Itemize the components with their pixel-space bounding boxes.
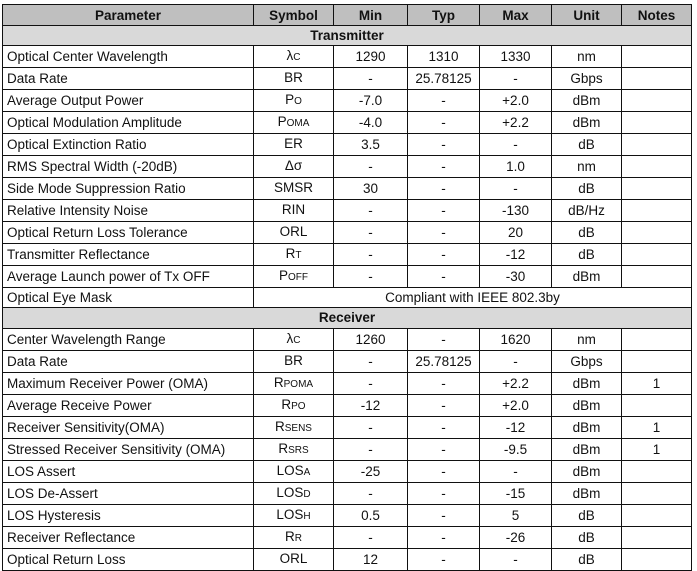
notes-cell: [622, 526, 692, 548]
notes-cell: [622, 266, 692, 288]
max-cell: -30: [480, 266, 552, 288]
min-cell: -: [334, 416, 408, 438]
max-cell: -12: [480, 244, 552, 266]
typ-cell: -: [408, 394, 480, 416]
notes-cell: [622, 328, 692, 350]
max-cell: 20: [480, 222, 552, 244]
table-row: [3, 372, 692, 394]
symbol-cell: [254, 244, 334, 266]
parameter-cell: Receiver Sensitivity(OMA): [3, 416, 254, 438]
notes-cell: [622, 68, 692, 90]
notes-cell: 1: [622, 416, 692, 438]
symbol-cell: [254, 178, 334, 200]
notes-cell: [622, 394, 692, 416]
min-cell: -: [334, 156, 408, 178]
symbol-cell: [254, 156, 334, 178]
symbol-cell: [254, 200, 334, 222]
unit-cell: Gbps: [552, 350, 622, 372]
symbol-main: ORL: [279, 224, 308, 240]
unit-cell: nm: [552, 156, 622, 178]
min-cell: -: [334, 68, 408, 90]
unit-cell: dBm: [552, 438, 622, 460]
unit-cell: dBm: [552, 460, 622, 482]
table-row: [3, 134, 692, 156]
symbol-cell: [254, 460, 334, 482]
symbol-subscript: C: [293, 52, 301, 64]
header-parameter: Parameter: [3, 5, 254, 26]
symbol-cell: [254, 46, 334, 68]
symbol-cell: [254, 438, 334, 460]
notes-cell: 1: [622, 372, 692, 394]
symbol-subscript: R: [294, 532, 302, 544]
typ-cell: -: [408, 266, 480, 288]
parameter-cell: Optical Return Loss: [3, 548, 254, 570]
symbol-cell: [254, 548, 334, 570]
typ-cell: -: [408, 134, 480, 156]
symbol-subscript: SENS: [284, 422, 312, 434]
max-cell: +2.2: [480, 372, 552, 394]
symbol-main: LOS: [276, 462, 304, 478]
unit-cell: dB: [552, 526, 622, 548]
notes-cell: [622, 90, 692, 112]
symbol-main: P: [277, 114, 287, 130]
notes-cell: [622, 350, 692, 372]
section-title: Receiver: [3, 308, 692, 328]
symbol-cell: [254, 134, 334, 156]
notes-cell: [622, 156, 692, 178]
min-cell: 1260: [334, 328, 408, 350]
unit-cell: nm: [552, 46, 622, 68]
header-unit: Unit: [552, 5, 622, 26]
specification-table: [2, 4, 692, 571]
table-row: [3, 350, 692, 372]
parameter-cell: Center Wavelength Range: [3, 328, 254, 350]
symbol-main: ORL: [279, 550, 308, 566]
table-row: [3, 328, 692, 350]
table-row: [3, 526, 692, 548]
symbol-main: R: [278, 440, 289, 456]
notes-cell: 1: [622, 438, 692, 460]
symbol-cell: [254, 504, 334, 526]
symbol-subscript: POMA: [283, 378, 314, 390]
parameter-cell: Optical Extinction Ratio: [3, 134, 254, 156]
parameter-cell: Stressed Receiver Sensitivity (OMA): [3, 438, 254, 460]
symbol-main: Δσ: [284, 158, 303, 174]
parameter-cell: LOS Hysteresis: [3, 504, 254, 526]
symbol-cell: [254, 266, 334, 288]
min-cell: -7.0: [334, 90, 408, 112]
table-row: [3, 288, 692, 308]
typ-cell: -: [408, 244, 480, 266]
min-cell: 12: [334, 548, 408, 570]
min-cell: 0.5: [334, 504, 408, 526]
merged-value-cell: Compliant with IEEE 802.3by: [254, 288, 692, 308]
max-cell: -: [480, 350, 552, 372]
max-cell: 1330: [480, 46, 552, 68]
notes-cell: [622, 112, 692, 134]
max-cell: +2.0: [480, 90, 552, 112]
min-cell: -4.0: [334, 112, 408, 134]
symbol-main: RIN: [281, 202, 306, 218]
min-cell: -25: [334, 460, 408, 482]
table-row: [3, 394, 692, 416]
section-header-row: [3, 26, 692, 46]
typ-cell: -: [408, 112, 480, 134]
symbol-main: BR: [284, 352, 303, 368]
parameter-cell: Average Output Power: [3, 90, 254, 112]
symbol-main: P: [278, 268, 288, 284]
parameter-cell: Optical Center Wavelength: [3, 46, 254, 68]
max-cell: -15: [480, 482, 552, 504]
section-header-row: [3, 308, 692, 328]
max-cell: +2.2: [480, 112, 552, 134]
symbol-subscript: PO: [291, 400, 306, 412]
typ-cell: -: [408, 438, 480, 460]
symbol-main: R: [285, 246, 296, 262]
symbol-cell: [254, 372, 334, 394]
notes-cell: [622, 46, 692, 68]
notes-cell: [622, 482, 692, 504]
min-cell: 1290: [334, 46, 408, 68]
unit-cell: Gbps: [552, 68, 622, 90]
typ-cell: -: [408, 482, 480, 504]
typ-cell: -: [408, 222, 480, 244]
symbol-subscript: T: [295, 250, 302, 262]
symbol-cell: [254, 482, 334, 504]
notes-cell: [622, 504, 692, 526]
notes-cell: [622, 178, 692, 200]
unit-cell: dBm: [552, 482, 622, 504]
symbol-subscript: D: [303, 488, 311, 500]
notes-cell: [622, 222, 692, 244]
min-cell: -: [334, 438, 408, 460]
table-row: [3, 482, 692, 504]
unit-cell: dB: [552, 244, 622, 266]
unit-cell: dB: [552, 178, 622, 200]
max-cell: 5: [480, 504, 552, 526]
parameter-cell: Maximum Receiver Power (OMA): [3, 372, 254, 394]
min-cell: -: [334, 526, 408, 548]
min-cell: -: [334, 222, 408, 244]
unit-cell: nm: [552, 328, 622, 350]
parameter-cell: Receiver Reflectance: [3, 526, 254, 548]
notes-cell: [622, 200, 692, 222]
min-cell: 30: [334, 178, 408, 200]
symbol-main: R: [275, 418, 285, 434]
symbol-cell: [254, 90, 334, 112]
parameter-cell: Data Rate: [3, 350, 254, 372]
symbol-subscript: OMA: [286, 118, 310, 130]
max-cell: 1620: [480, 328, 552, 350]
max-cell: -26: [480, 526, 552, 548]
max-cell: -12: [480, 416, 552, 438]
symbol-subscript: O: [294, 96, 302, 108]
unit-cell: dBm: [552, 112, 622, 134]
min-cell: 3.5: [334, 134, 408, 156]
symbol-cell: [254, 68, 334, 90]
typ-cell: -: [408, 416, 480, 438]
min-cell: -: [334, 200, 408, 222]
symbol-main: λ: [286, 48, 294, 64]
typ-cell: -: [408, 328, 480, 350]
symbol-subscript: A: [303, 466, 311, 478]
table-row: [3, 90, 692, 112]
table-row: [3, 438, 692, 460]
table-row: [3, 156, 692, 178]
symbol-cell: [254, 526, 334, 548]
parameter-cell: Transmitter Reflectance: [3, 244, 254, 266]
table-row: [3, 460, 692, 482]
unit-cell: dBm: [552, 266, 622, 288]
symbol-cell: [254, 112, 334, 134]
symbol-main: SMSR: [273, 180, 313, 196]
typ-cell: -: [408, 200, 480, 222]
parameter-cell: LOS De-Assert: [3, 482, 254, 504]
symbol-main: LOS: [276, 506, 304, 522]
header-typ: Typ: [408, 5, 480, 26]
table-row: [3, 46, 692, 68]
table-row: [3, 200, 692, 222]
max-cell: -: [480, 68, 552, 90]
symbol-cell: [254, 416, 334, 438]
table-body: [3, 26, 692, 571]
typ-cell: -: [408, 178, 480, 200]
typ-cell: -: [408, 90, 480, 112]
parameter-cell: Optical Return Loss Tolerance: [3, 222, 254, 244]
parameter-cell: Average Receive Power: [3, 394, 254, 416]
typ-cell: -: [408, 460, 480, 482]
symbol-cell: [254, 328, 334, 350]
unit-cell: dB/Hz: [552, 200, 622, 222]
typ-cell: -: [408, 526, 480, 548]
min-cell: -: [334, 350, 408, 372]
max-cell: -: [480, 134, 552, 156]
parameter-cell: LOS Assert: [3, 460, 254, 482]
unit-cell: dB: [552, 134, 622, 156]
unit-cell: dBm: [552, 372, 622, 394]
header-symbol: Symbol: [254, 5, 334, 26]
typ-cell: -: [408, 372, 480, 394]
parameter-cell: Side Mode Suppression Ratio: [3, 178, 254, 200]
unit-cell: dBm: [552, 90, 622, 112]
symbol-main: R: [281, 396, 292, 412]
min-cell: -: [334, 244, 408, 266]
symbol-main: BR: [284, 70, 303, 86]
table-row: [3, 112, 692, 134]
section-title: Transmitter: [3, 26, 692, 46]
max-cell: -: [480, 178, 552, 200]
typ-cell: 1310: [408, 46, 480, 68]
header-max: Max: [480, 5, 552, 26]
symbol-cell: [254, 394, 334, 416]
symbol-subscript: H: [303, 510, 311, 522]
notes-cell: [622, 244, 692, 266]
notes-cell: [622, 460, 692, 482]
symbol-main: R: [285, 528, 295, 544]
parameter-cell: Average Launch power of Tx OFF: [3, 266, 254, 288]
symbol-main: P: [285, 92, 295, 108]
parameter-cell: Optical Eye Mask: [3, 288, 254, 308]
unit-cell: dB: [552, 222, 622, 244]
symbol-subscript: OFF: [288, 272, 308, 284]
notes-cell: [622, 134, 692, 156]
table-row: [3, 68, 692, 90]
symbol-subscript: C: [293, 334, 301, 346]
max-cell: -130: [480, 200, 552, 222]
min-cell: -: [334, 482, 408, 504]
table-row: [3, 504, 692, 526]
min-cell: -: [334, 266, 408, 288]
max-cell: -9.5: [480, 438, 552, 460]
min-cell: -: [334, 372, 408, 394]
table-row: [3, 244, 692, 266]
symbol-cell: [254, 222, 334, 244]
unit-cell: dBm: [552, 416, 622, 438]
typ-cell: -: [408, 156, 480, 178]
typ-cell: -: [408, 548, 480, 570]
symbol-main: ER: [284, 136, 303, 152]
max-cell: +2.0: [480, 394, 552, 416]
table-row: [3, 416, 692, 438]
notes-cell: [622, 548, 692, 570]
parameter-cell: RMS Spectral Width (-20dB): [3, 156, 254, 178]
symbol-main: λ: [286, 330, 294, 346]
table-row: [3, 548, 692, 570]
symbol-cell: [254, 350, 334, 372]
header-min: Min: [334, 5, 408, 26]
parameter-cell: Relative Intensity Noise: [3, 200, 254, 222]
max-cell: 1.0: [480, 156, 552, 178]
symbol-subscript: SRS: [288, 444, 309, 456]
table-row: [3, 266, 692, 288]
min-cell: -12: [334, 394, 408, 416]
parameter-cell: Data Rate: [3, 68, 254, 90]
header-row: [3, 5, 692, 26]
header-notes: Notes: [622, 5, 692, 26]
typ-cell: -: [408, 504, 480, 526]
symbol-main: LOS: [276, 484, 304, 500]
table-row: [3, 178, 692, 200]
unit-cell: dB: [552, 548, 622, 570]
typ-cell: 25.78125: [408, 68, 480, 90]
typ-cell: 25.78125: [408, 350, 480, 372]
max-cell: -: [480, 548, 552, 570]
symbol-main: R: [273, 374, 284, 390]
unit-cell: dBm: [552, 394, 622, 416]
parameter-cell: Optical Modulation Amplitude: [3, 112, 254, 134]
table-row: [3, 222, 692, 244]
unit-cell: dB: [552, 504, 622, 526]
max-cell: -: [480, 460, 552, 482]
